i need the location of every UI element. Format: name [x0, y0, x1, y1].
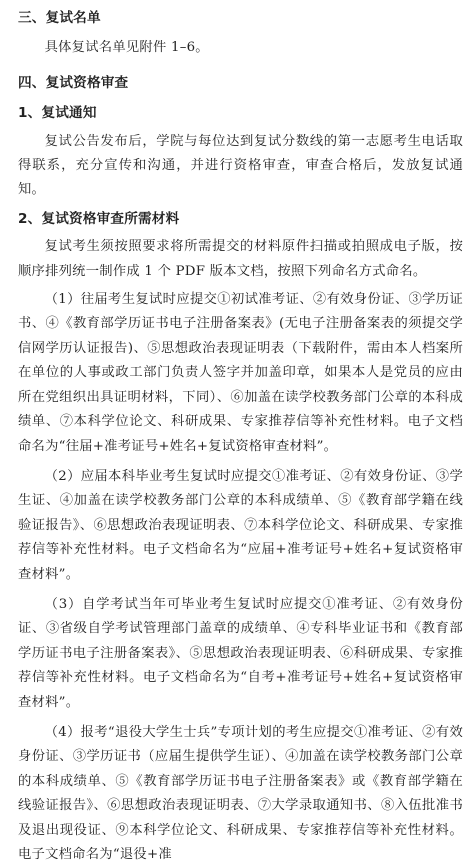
material-item-4: （4）报考“退役大学生士兵”专项计划的考生应提交①准考证、②有效身份证、③学历证书（应届生提供学生证）、④加盖在读学校教务部门公章的本科成绩单、⑤《教育部学历证书电子注册备案表》或《教育部学籍在线验证报告》、⑥思想政治表现证明表、⑦大学录取通知书、⑧入伍批准书及退出现役证、⑨本科学位论文、科研成果、专家推荐信等补充性材料。电子文档命名为“退役+准	[18, 724, 463, 862]
section-3-heading: 三、复试名单	[18, 10, 101, 26]
subsection-1-heading: 1、复试通知	[18, 105, 97, 122]
subsection-2-intro: 复试考生须按照要求将所需提交的材料原件扫描或拍照成电子版，按顺序排列统一制作成 1 个 PDF 版本文档，按照下列命名方式命名。	[18, 239, 463, 279]
section-3-body: 具体复试名单见附件 1–6。	[44, 40, 209, 56]
section-4-heading: 四、复试资格审查	[18, 74, 129, 91]
material-item-2: （2）应届本科毕业考生复试时应提交①准考证、②有效身份证、③学生证、④加盖在读学校教务部门公章的本科成绩单、⑤《教育部学籍在线验证报告》、⑥思想政治表现证明表、⑦本科学位论文、科研成果、专家推荐信等补充性材料。电子文档命名为“应届+准考证号+姓名+复试资格审查材料”。	[18, 468, 463, 582]
material-item-3: （3）自学考试当年可毕业考生复试时应提交①准考证、②有效身份证、③省级自学考试管理部门盖章的成绩单、④专科毕业证书和《教育部学历证书电子注册备案表》、⑤思想政治表现证明表、⑥科研成果、专家推荐信等补充性材料。电子文档命名为“自考+准考证号+姓名+复试资格审查材料”。	[18, 596, 463, 710]
subsection-1-body: 复试公告发布后，学院与每位达到复试分数线的第一志愿考生电话取得联系，充分宣传和沟通，并进行资格审查，审查合格后，发放复试通知。	[18, 133, 463, 198]
subsection-2-heading: 2、复试资格审查所需材料	[18, 210, 180, 227]
material-item-1: （1）往届考生复试时应提交①初试准考证、②有效身份证、③学历证书、④《教育部学历证书电子注册备案表》(无电子注册备案表的须提交学信网学历认证报告)、⑤思想政治表现证明表（下载附件，需由本人档案所在单位的人事或政工部门负责人签字并加盖印章，如果本人是党员的应由所在党组织出具证明材料，下同）、⑥加盖在读学校教务部门公章的本科成绩单、⑦本科学位论文、科研成果、专家推荐信等补充性材料。电子文档命名为“往届+准考证号+姓名+复试资格审查材料”。	[18, 292, 463, 454]
